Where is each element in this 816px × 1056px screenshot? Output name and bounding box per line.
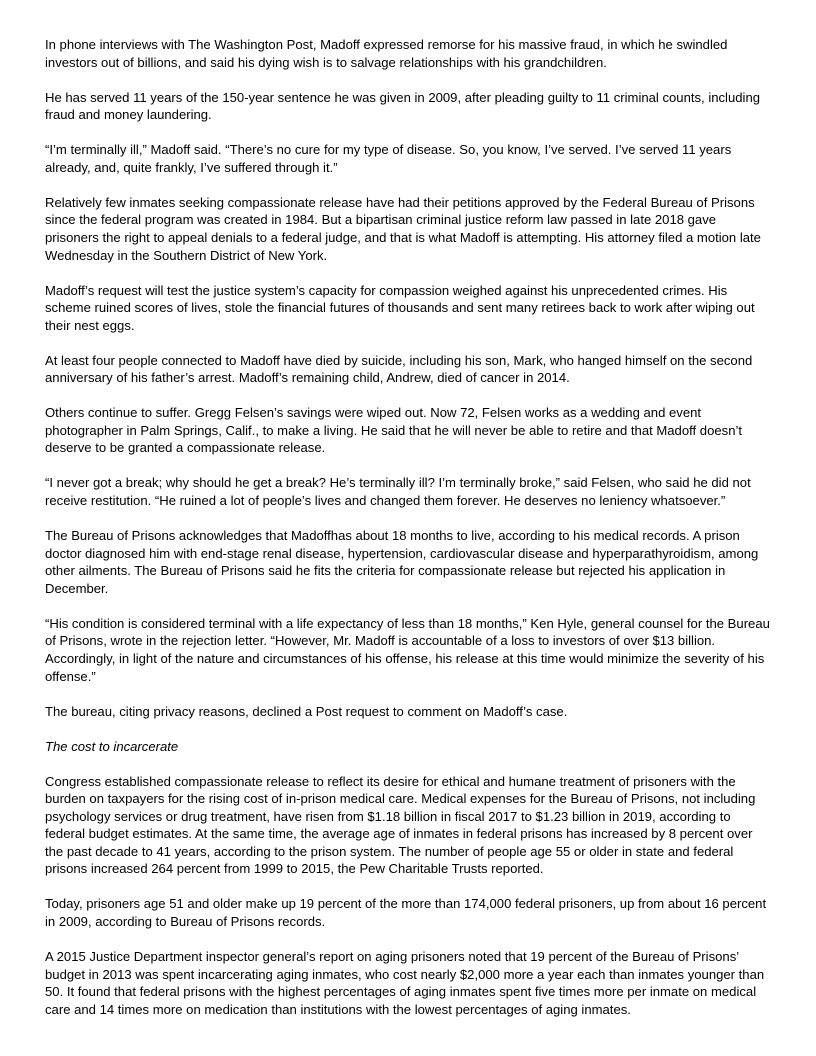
paragraph-felsen: Others continue to suffer. Gregg Felsen’s savings were wiped out. Now 72, Felsen works as a wedding and event photographer in Palm Springs, Calif., to make a living. He said that he will never be able to retire and that Madoff doesn’t deserve to be granted a compassionate release.: [45, 405, 743, 456]
paragraph-compassionate-release-law: Relatively few inmates seeking compassionate release have had their petitions approved by the Federal Bureau of Prisons since the federal program was created in 1984. But a bipartisan criminal justice reform law passed in late 2018 gave prisoners the right to appeal denials to a federal judge, and that is what Madoff is attempting. His attorney filed a motion late Wednesday in the Southern District of New York.: [45, 194, 761, 263]
paragraph-justice-system-test: Madoff’s request will test the justice system’s capacity for compassion weighed against his unprecedented crimes. His scheme ruined scores of lives, stole the financial futures of thousands and sent many retirees back to work after wiping out their nest eggs.: [45, 282, 755, 333]
paragraph-sentence: He has served 11 years of the 150-year sentence he was given in 2009, after pleading guilty to 11 criminal counts, including fraud and money laundering.: [45, 89, 761, 123]
paragraph-aging-prisoners: Today, prisoners age 51 and older make up 19 percent of the more than 174,000 federal prisoners, up from about 16 percent in 2009, according to Bureau of Prisons records.: [45, 896, 767, 930]
paragraph-congress: Congress established compassionate release to reflect its desire for ethical and humane treatment of prisoners with the burden on taxpayers for the rising cost of in-prison medical care. Medical expenses for the Bureau of Prisons, not including psychology services or drug treatment, have risen from $1.18 billion in fiscal 2017 to $1.23 billion in 2019, according to federal budget estimates. At the same time, the average age of inmates in federal prisons has increased by 8 percent over the past decade to 41 years, according to the prison system. The number of people age 55 or older in state and federal prisons increased 264 percent from 1999 to 2015, the Pew Charitable Trusts reported.: [45, 773, 756, 877]
paragraph-rejection-letter: “His condition is considered terminal with a life expectancy of less than 18 months,” Ken Hyle, general counsel for the Bureau of Prisons, wrote in the rejection letter. “However, Mr. Madoff is accountable of a loss to investors of over $13 billion. Accordingly, in light of the nature and circumstances of his offense, his release at this time would minimize the severity of his offense.”: [45, 615, 770, 684]
paragraph-terminally-ill-quote: “I’m terminally ill,” Madoff said. “There’s no cure for my type of disease. So, you know, I’ve served. I’ve served 11 years already, and, quite frankly, I’ve suffered through it.”: [45, 142, 732, 175]
paragraph-suicides: At least four people connected to Madoff have died by suicide, including his son, Mark, who hanged himself on the second anniversary of his father’s arrest. Madoff’s remaining child, Andrew, died of cancer in 2014.: [45, 352, 753, 386]
paragraph-felsen-quote: “I never got a break; why should he get a break? He’s terminally ill? I’m terminally broke,” said Felsen, who said he did not receive restitution. “He ruined a lot of people’s lives and changed them forever. He deserves no leniency whatsoever.”: [45, 475, 751, 509]
paragraph-remorse: In phone interviews with The Washington Post, Madoff expressed remorse for his massive fraud, in which he swindled investors out of billions, and said his dying wish is to salvage relationships with his grandchildren.: [45, 37, 728, 70]
paragraph-inspector-general: A 2015 Justice Department inspector general’s report on aging prisoners noted that 19 percent of the Bureau of Prisons’ budget in 2013 was spent incarcerating aging inmates, who cost nearly $2,000 more a year each than inmates younger than 50. It found that federal prisons with the highest percentages of aging inmates spent five times more per inmate on medical care and 14 times more on medication than institutions with the lowest percentages of aging inmates.: [45, 949, 765, 1017]
paragraph-bureau-declined: The bureau, citing privacy reasons, declined a Post request to comment on Madoff’s case.: [45, 703, 568, 719]
paragraph-medical-records: The Bureau of Prisons acknowledges that Madoffhas about 18 months to live, according to his medical records. A prison doctor diagnosed him with end-stage renal disease, hypertension, cardiovascular disease and hyperparathyroidism, among other ailments. The Bureau of Prisons said he fits the criteria for compassionate release but rejected his application in December.: [45, 528, 759, 596]
document-page: [45, 36, 773, 1036]
section-heading: The cost to incarcerate: [45, 738, 179, 754]
